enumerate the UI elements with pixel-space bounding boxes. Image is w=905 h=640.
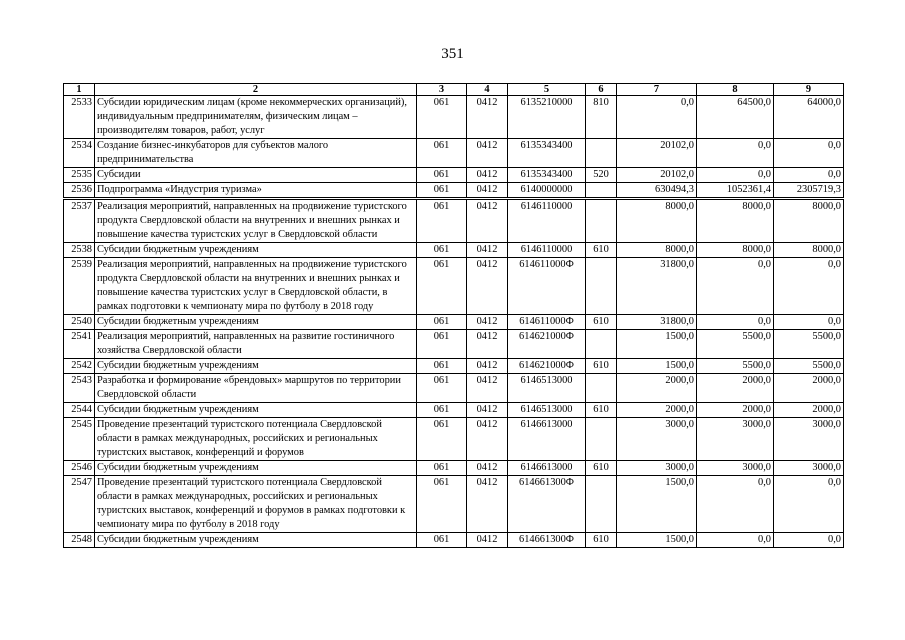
row-col5: 6135343400 bbox=[508, 168, 586, 183]
row-number: 2538 bbox=[64, 243, 95, 258]
row-col3: 061 bbox=[417, 199, 467, 243]
table-row bbox=[64, 461, 844, 476]
row-col5: 614621000Ф bbox=[508, 359, 586, 374]
row-col7: 1500,0 bbox=[617, 330, 697, 359]
row-col8: 3000,0 bbox=[697, 418, 774, 461]
row-col9: 0,0 bbox=[774, 168, 844, 183]
row-col5: 6135210000 bbox=[508, 96, 586, 139]
row-col3: 061 bbox=[417, 461, 467, 476]
table-row bbox=[64, 403, 844, 418]
row-col8: 1052361,4 bbox=[697, 183, 774, 199]
row-col4: 0412 bbox=[467, 403, 508, 418]
row-col4: 0412 bbox=[467, 258, 508, 315]
table-row bbox=[64, 374, 844, 403]
row-number: 2536 bbox=[64, 183, 95, 199]
row-name: Субсидии бюджетным учреждениям bbox=[95, 403, 417, 418]
header-row bbox=[64, 84, 844, 96]
row-col3: 061 bbox=[417, 403, 467, 418]
row-col5: 6146613000 bbox=[508, 418, 586, 461]
row-col4: 0412 bbox=[467, 139, 508, 168]
row-col3: 061 bbox=[417, 533, 467, 548]
row-col9: 0,0 bbox=[774, 476, 844, 533]
row-col8: 5500,0 bbox=[697, 330, 774, 359]
row-col5: 614611000Ф bbox=[508, 315, 586, 330]
row-col5: 6146110000 bbox=[508, 243, 586, 258]
row-number: 2544 bbox=[64, 403, 95, 418]
row-col6 bbox=[586, 418, 617, 461]
row-col4: 0412 bbox=[467, 359, 508, 374]
row-col8: 0,0 bbox=[697, 139, 774, 168]
row-number: 2542 bbox=[64, 359, 95, 374]
column-header-9: 9 bbox=[774, 84, 844, 96]
row-name: Субсидии bbox=[95, 168, 417, 183]
row-col8: 2000,0 bbox=[697, 403, 774, 418]
row-name: Разработка и формирование «брендовых» маршрутов по территории Свердловской области bbox=[95, 374, 417, 403]
row-col8: 0,0 bbox=[697, 258, 774, 315]
column-header-6: 6 bbox=[586, 84, 617, 96]
table-row bbox=[64, 533, 844, 548]
row-col6: 610 bbox=[586, 243, 617, 258]
row-number: 2548 bbox=[64, 533, 95, 548]
row-col9: 2305719,3 bbox=[774, 183, 844, 199]
row-col7: 630494,3 bbox=[617, 183, 697, 199]
row-col7: 0,0 bbox=[617, 96, 697, 139]
row-col5: 614661300Ф bbox=[508, 476, 586, 533]
row-col5: 6146513000 bbox=[508, 403, 586, 418]
row-name: Субсидии бюджетным учреждениям bbox=[95, 461, 417, 476]
row-name: Субсидии юридическим лицам (кроме некоммерческих организаций), индивидуальным предпринимателям, физическим лицам – производителям товаров, работ, услуг bbox=[95, 96, 417, 139]
row-col6 bbox=[586, 258, 617, 315]
page-number: 351 bbox=[441, 46, 464, 62]
row-col9: 0,0 bbox=[774, 533, 844, 548]
row-col8: 8000,0 bbox=[697, 243, 774, 258]
table-row bbox=[64, 315, 844, 330]
table-row bbox=[64, 476, 844, 533]
row-col9: 0,0 bbox=[774, 258, 844, 315]
row-col7: 1500,0 bbox=[617, 359, 697, 374]
table-row bbox=[64, 139, 844, 168]
row-col3: 061 bbox=[417, 359, 467, 374]
row-col6: 610 bbox=[586, 403, 617, 418]
row-col3: 061 bbox=[417, 183, 467, 199]
row-col3: 061 bbox=[417, 374, 467, 403]
row-col3: 061 bbox=[417, 476, 467, 533]
row-name: Реализация мероприятий, направленных на продвижение туристского продукта Свердловской области на внутренних и внешних рынках и повышение качества туристских услуг в Свердловской области bbox=[95, 199, 417, 243]
row-name: Создание бизнес-инкубаторов для субъектов малого предпринимательства bbox=[95, 139, 417, 168]
table-row bbox=[64, 330, 844, 359]
row-col4: 0412 bbox=[467, 330, 508, 359]
row-col9: 5500,0 bbox=[774, 359, 844, 374]
row-number: 2541 bbox=[64, 330, 95, 359]
row-col3: 061 bbox=[417, 315, 467, 330]
row-col4: 0412 bbox=[467, 461, 508, 476]
row-col5: 6135343400 bbox=[508, 139, 586, 168]
row-col8: 5500,0 bbox=[697, 359, 774, 374]
row-col8: 0,0 bbox=[697, 533, 774, 548]
column-header-3: 3 bbox=[417, 84, 467, 96]
row-col3: 061 bbox=[417, 330, 467, 359]
column-header-7: 7 bbox=[617, 84, 697, 96]
table-body bbox=[64, 96, 844, 548]
row-number: 2547 bbox=[64, 476, 95, 533]
row-col3: 061 bbox=[417, 418, 467, 461]
row-col6 bbox=[586, 183, 617, 199]
row-name: Проведение презентаций туристского потенциала Свердловской области в рамках международных, российских и региональных туристских выставок, конференций и форумов bbox=[95, 418, 417, 461]
row-col8: 0,0 bbox=[697, 315, 774, 330]
row-col7: 8000,0 bbox=[617, 199, 697, 243]
row-number: 2537 bbox=[64, 199, 95, 243]
row-col6 bbox=[586, 199, 617, 243]
row-col5: 6140000000 bbox=[508, 183, 586, 199]
row-col9: 2000,0 bbox=[774, 403, 844, 418]
row-col7: 31800,0 bbox=[617, 258, 697, 315]
row-col8: 0,0 bbox=[697, 168, 774, 183]
row-col4: 0412 bbox=[467, 243, 508, 258]
row-col8: 64500,0 bbox=[697, 96, 774, 139]
row-col3: 061 bbox=[417, 243, 467, 258]
row-col7: 31800,0 bbox=[617, 315, 697, 330]
row-col7: 3000,0 bbox=[617, 461, 697, 476]
row-col4: 0412 bbox=[467, 476, 508, 533]
row-col5: 614661300Ф bbox=[508, 533, 586, 548]
row-number: 2545 bbox=[64, 418, 95, 461]
row-col3: 061 bbox=[417, 168, 467, 183]
row-col6: 610 bbox=[586, 315, 617, 330]
row-name: Субсидии бюджетным учреждениям bbox=[95, 315, 417, 330]
row-col3: 061 bbox=[417, 258, 467, 315]
row-col9: 8000,0 bbox=[774, 199, 844, 243]
row-col6: 520 bbox=[586, 168, 617, 183]
row-col9: 3000,0 bbox=[774, 461, 844, 476]
row-col7: 20102,0 bbox=[617, 139, 697, 168]
row-name: Реализация мероприятий, направленных на развитие гостиничного хозяйства Свердловской области bbox=[95, 330, 417, 359]
row-col3: 061 bbox=[417, 96, 467, 139]
row-name: Субсидии бюджетным учреждениям bbox=[95, 533, 417, 548]
row-col5: 6146110000 bbox=[508, 199, 586, 243]
row-col6 bbox=[586, 476, 617, 533]
row-number: 2546 bbox=[64, 461, 95, 476]
table-row bbox=[64, 199, 844, 243]
row-col4: 0412 bbox=[467, 183, 508, 199]
row-col7: 2000,0 bbox=[617, 374, 697, 403]
column-header-4: 4 bbox=[467, 84, 508, 96]
row-col4: 0412 bbox=[467, 418, 508, 461]
table-row bbox=[64, 258, 844, 315]
row-col5: 614621000Ф bbox=[508, 330, 586, 359]
column-header-5: 5 bbox=[508, 84, 586, 96]
row-col8: 0,0 bbox=[697, 476, 774, 533]
row-number: 2543 bbox=[64, 374, 95, 403]
row-col7: 20102,0 bbox=[617, 168, 697, 183]
row-col9: 8000,0 bbox=[774, 243, 844, 258]
row-col7: 1500,0 bbox=[617, 533, 697, 548]
row-col9: 3000,0 bbox=[774, 418, 844, 461]
row-name: Проведение презентаций туристского потенциала Свердловской области в рамках международных, российских и региональных туристских выставок, конференций и форумов в рамках подготовки к чемпионату мира по футболу в 2018 году bbox=[95, 476, 417, 533]
row-name: Подпрограмма «Индустрия туризма» bbox=[95, 183, 417, 199]
row-col4: 0412 bbox=[467, 96, 508, 139]
row-col8: 3000,0 bbox=[697, 461, 774, 476]
row-col9: 5500,0 bbox=[774, 330, 844, 359]
row-col5: 614611000Ф bbox=[508, 258, 586, 315]
table-row bbox=[64, 359, 844, 374]
column-header-2: 2 bbox=[95, 84, 417, 96]
row-col8: 8000,0 bbox=[697, 199, 774, 243]
table-row bbox=[64, 96, 844, 139]
row-col6: 810 bbox=[586, 96, 617, 139]
row-number: 2535 bbox=[64, 168, 95, 183]
row-col9: 0,0 bbox=[774, 139, 844, 168]
row-number: 2534 bbox=[64, 139, 95, 168]
row-name: Субсидии бюджетным учреждениям bbox=[95, 243, 417, 258]
column-header-1: 1 bbox=[64, 84, 95, 96]
row-name: Реализация мероприятий, направленных на продвижение туристского продукта Свердловской области на внутренних и внешних рынках и повышение качества туристских услуг в Свердловской области, в рамках подготовки к чемпионату мира по футболу в 2018 году bbox=[95, 258, 417, 315]
table-row bbox=[64, 168, 844, 183]
row-col5: 6146513000 bbox=[508, 374, 586, 403]
row-col6 bbox=[586, 330, 617, 359]
row-col4: 0412 bbox=[467, 168, 508, 183]
row-col6 bbox=[586, 374, 617, 403]
column-header-8: 8 bbox=[697, 84, 774, 96]
row-col4: 0412 bbox=[467, 533, 508, 548]
table-row bbox=[64, 183, 844, 199]
row-col6: 610 bbox=[586, 533, 617, 548]
row-col6: 610 bbox=[586, 461, 617, 476]
row-col7: 2000,0 bbox=[617, 403, 697, 418]
table-row bbox=[64, 243, 844, 258]
row-col8: 2000,0 bbox=[697, 374, 774, 403]
row-col6 bbox=[586, 139, 617, 168]
row-col4: 0412 bbox=[467, 315, 508, 330]
row-number: 2540 bbox=[64, 315, 95, 330]
row-col7: 1500,0 bbox=[617, 476, 697, 533]
row-col6: 610 bbox=[586, 359, 617, 374]
row-number: 2539 bbox=[64, 258, 95, 315]
row-col9: 2000,0 bbox=[774, 374, 844, 403]
row-number: 2533 bbox=[64, 96, 95, 139]
table-row bbox=[64, 418, 844, 461]
row-col4: 0412 bbox=[467, 199, 508, 243]
budget-table bbox=[63, 83, 844, 548]
row-col7: 3000,0 bbox=[617, 418, 697, 461]
row-col5: 6146613000 bbox=[508, 461, 586, 476]
row-col4: 0412 bbox=[467, 374, 508, 403]
row-col9: 64000,0 bbox=[774, 96, 844, 139]
row-col3: 061 bbox=[417, 139, 467, 168]
row-col7: 8000,0 bbox=[617, 243, 697, 258]
row-col9: 0,0 bbox=[774, 315, 844, 330]
row-name: Субсидии бюджетным учреждениям bbox=[95, 359, 417, 374]
